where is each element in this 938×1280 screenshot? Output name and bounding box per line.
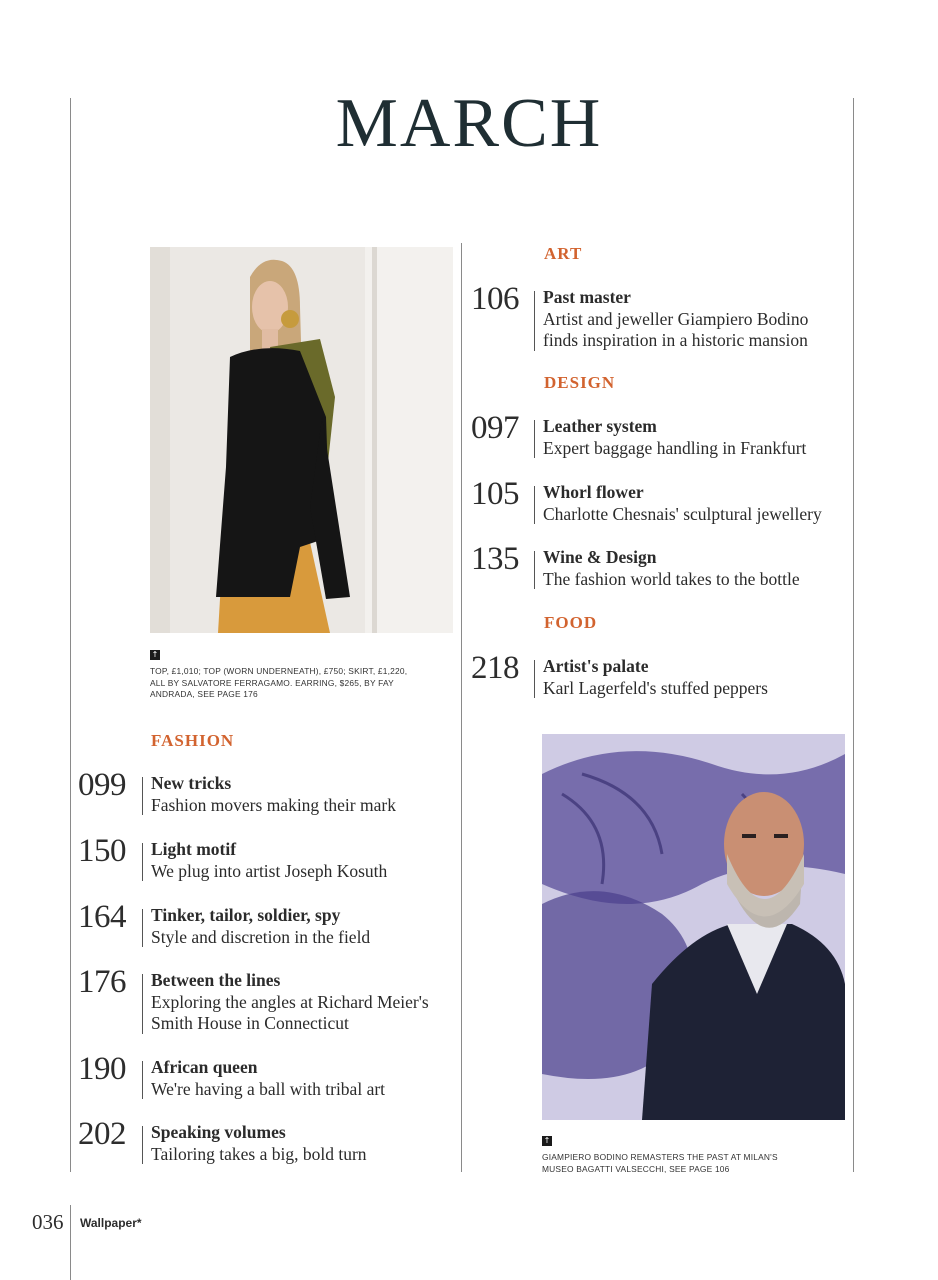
magazine-brand: Wallpaper* — [80, 1216, 142, 1230]
entry-title: Light motif — [151, 839, 237, 859]
entry-description: Karl Lagerfeld's stuffed peppers — [543, 677, 768, 698]
entry-title: Between the lines — [151, 970, 281, 990]
center-rule — [461, 243, 462, 1172]
section-label-design: DESIGN — [544, 373, 616, 392]
entry-divider — [142, 777, 143, 815]
entry-divider — [142, 843, 143, 881]
page-number: 176 — [78, 964, 126, 1000]
entry-divider — [534, 551, 535, 589]
entry-divider — [534, 291, 535, 351]
portrait-photo — [542, 734, 845, 1120]
entry-divider — [534, 660, 535, 698]
page-number: 164 — [78, 899, 126, 935]
right-rule — [853, 98, 854, 1172]
entry-description: We plug into artist Joseph Kosuth — [151, 860, 388, 881]
page-number: 105 — [471, 476, 519, 512]
entry-divider — [142, 1126, 143, 1164]
page-number: 097 — [471, 410, 519, 446]
folio-page-number: 036 — [32, 1210, 64, 1234]
entry-divider — [534, 486, 535, 524]
entry-title: Past master — [543, 287, 631, 307]
entry-title: New tricks — [151, 773, 232, 793]
entry-description: Artist and jeweller Giampiero Bodino — [543, 308, 809, 329]
section-label-art: ART — [544, 244, 583, 263]
portrait-photo-caption: GIAMPIERO BODINO REMASTERS THE PAST AT MILAN'S MUSEO BAGATTI VALSECCHI, SEE PAGE 106 — [542, 1152, 778, 1174]
left-rule — [70, 98, 71, 1172]
entry-description: Expert baggage handling in Frankfurt — [543, 437, 807, 458]
page-number: 202 — [78, 1116, 126, 1152]
entry-description: We're having a ball with tribal art — [151, 1078, 386, 1099]
entry-description: Charlotte Chesnais' sculptural jewellery — [543, 503, 822, 524]
entry-title: Whorl flower — [543, 482, 644, 502]
entry-divider — [534, 420, 535, 458]
page-title: MARCH — [335, 85, 603, 162]
portrait-photo-illustration — [542, 734, 845, 1120]
entry-title: Leather system — [543, 416, 657, 436]
fashion-photo-caption: TOP, £1,010; TOP (WORN UNDERNEATH), £750; SKIRT, £1,220, ALL BY SALVATORE FERRAGAMO. EARRING, $265, BY FAY ANDRADA, SEE PAGE 176 — [150, 666, 408, 699]
entry-description: Style and discretion in the field — [151, 926, 371, 947]
page-number: 218 — [471, 650, 519, 686]
entry-description: finds inspiration in a historic mansion — [543, 330, 808, 350]
section-label-food: FOOD — [544, 613, 598, 632]
fashion-photo-illustration — [150, 247, 453, 633]
entry-divider — [142, 909, 143, 947]
arrow-up-icon: ↑ — [151, 650, 159, 659]
entry-divider — [142, 974, 143, 1034]
page-number: 106 — [471, 281, 519, 317]
entry-title: Tinker, tailor, soldier, spy — [151, 905, 341, 925]
footer-rule — [70, 1205, 71, 1280]
page-number: 099 — [78, 767, 126, 803]
entry-description: Smith House in Connecticut — [151, 1013, 349, 1033]
entry-description: Fashion movers making their mark — [151, 794, 396, 815]
entry-description: The fashion world takes to the bottle — [543, 568, 800, 589]
entry-description: Tailoring takes a big, bold turn — [151, 1143, 367, 1164]
page-number: 135 — [471, 541, 519, 577]
entry-title: Artist's palate — [543, 656, 649, 676]
entry-title: Wine & Design — [543, 547, 657, 567]
arrow-up-icon: ↑ — [543, 1136, 551, 1145]
entry-divider — [142, 1061, 143, 1099]
section-label-fashion: FASHION — [151, 731, 235, 750]
entry-title: African queen — [151, 1057, 258, 1077]
page-number: 150 — [78, 833, 126, 869]
entry-title: Speaking volumes — [151, 1122, 286, 1142]
fashion-photo — [150, 247, 453, 633]
entry-description: Exploring the angles at Richard Meier's — [151, 991, 429, 1012]
page-number: 190 — [78, 1051, 126, 1087]
